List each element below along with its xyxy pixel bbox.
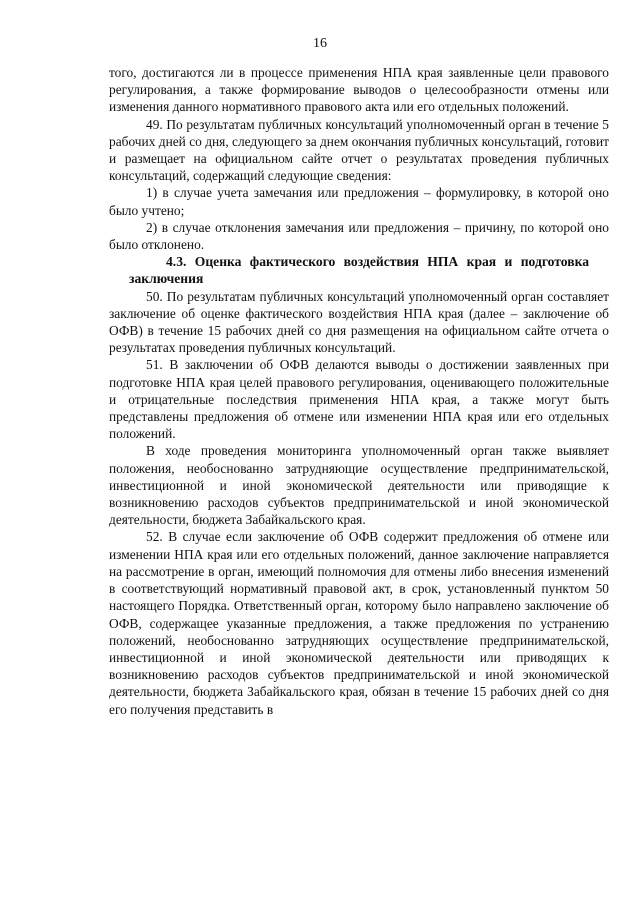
list-item-2: 2) в случае отклонения замечания или предложения – причину, по которой оно было отклонено.	[109, 219, 609, 253]
paragraph-50: 50. По результатам публичных консультаций уполномоченный орган составляет заключение об оценке фактического воздействия НПА края (далее – заключение об ОФВ) в течение 15 рабочих дней со дня размещения на официальном сайте отчета о результатах проведения публичных консультаций.	[109, 288, 609, 356]
list-item-1: 1) в случае учета замечания или предложения – формулировку, в которой оно было учтено;	[109, 185, 609, 218]
paragraph-52: 52. В случае если заключение об ОФВ содержит предложения об отмене или изменении НПА края или его отдельных положений, данное заключение направляется на рассмотрение в орган, имеющий полномочия для отмены либо внесения изменений в соответствующий нормативный правовой акт, в срок, установленный пунктом 50 настоящего Порядка. Ответственный орган, которому было направлено заключение об ОФВ, содержащее указанные предложения, а также предложения по устранению положений, необоснованно затрудняющих осуществление предпринимательской, инвестиционной и иной экономической деятельности или приводящих к возникновению расходов субъектов предпринимательской и иной экономической деятельности, бюджета Забайкальского края, обязан в течение 15 рабочих дней со дня его получения представить в	[109, 529, 609, 717]
section-heading: 4.3. Оценка фактического воздействия НПА края и подготовка заключения	[129, 254, 589, 287]
page-number: 16	[313, 36, 327, 51]
paragraph-51: 51. В заключении об ОФВ делаются выводы о достижении заявленных при подготовке НПА края целей правового регулирования, оценивающего положительные и отрицательные последствия применения НПА края, а также могут быть представлены предложения об отмене или изменении НПА края или его отдельных положений.	[109, 357, 609, 442]
paragraph-continuation: того, достигаются ли в процессе применения НПА края заявленные цели правового регулирования, а также формирование выводов о целесообразности отмены или изменения данного нормативного правового акта или его отдельных положений.	[109, 65, 609, 115]
paragraph-monitoring: В ходе проведения мониторинга уполномоченный орган также выявляет положения, необоснованно затрудняющие осуществление предпринимательской, инвестиционной и иной экономической деятельности или приводящие к возникновению расходов субъектов предпринимательской и иной экономической деятельности, бюджета Забайкальского края.	[109, 443, 609, 528]
paragraph-49: 49. По результатам публичных консультаций уполномоченный орган в течение 5 рабочих дней со дня, следующего за днем окончания публичных консультаций, готовит и размещает на официальном сайте отчет о результатах проведения публичных консультаций, содержащий следующие сведения:	[109, 116, 609, 184]
document-body	[109, 64, 609, 718]
